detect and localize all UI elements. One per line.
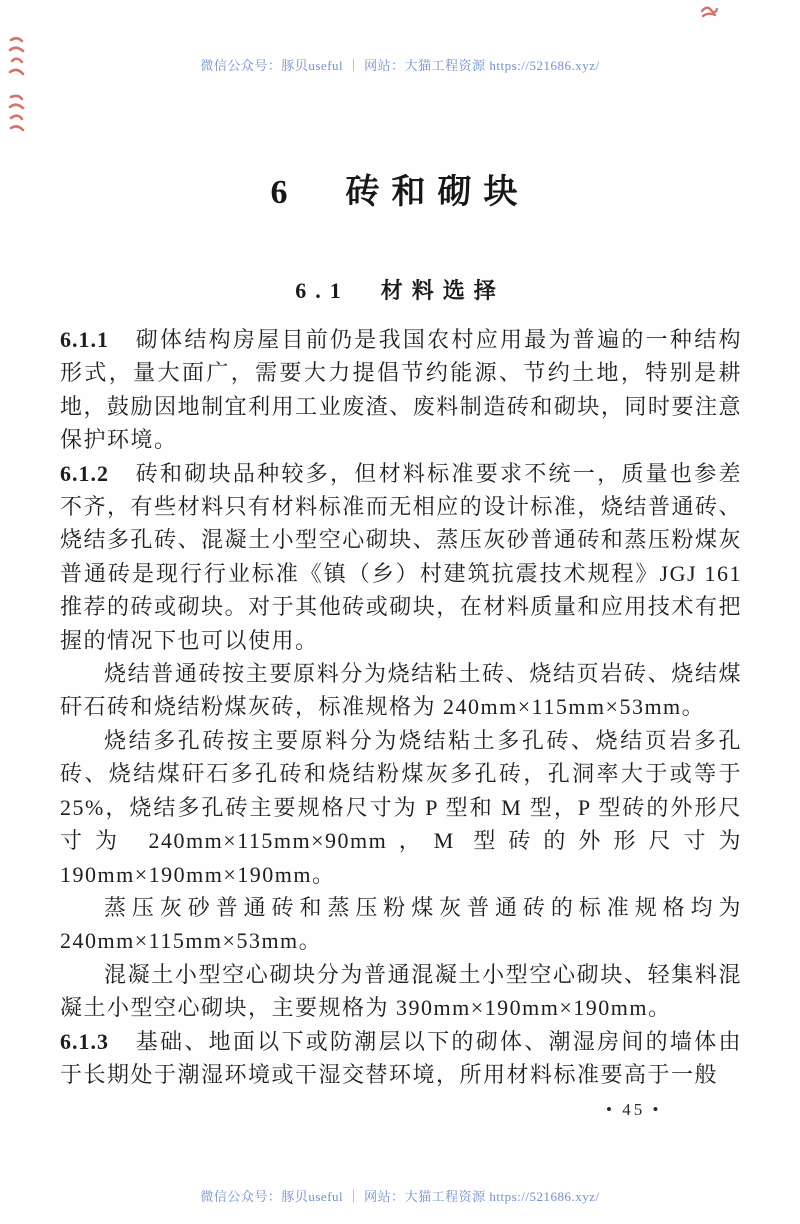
clause-number: 6.1.3 [60, 1028, 109, 1054]
clause-text: 基础、地面以下或防潮层以下的砌体、潮湿房间的墙体由于长期处于潮湿环境或干湿交替环境，所用材料标准要高于一般 [60, 1028, 742, 1087]
chapter-title: 6 砖和砌块 [270, 174, 530, 211]
paragraph-6-1-2 [60, 457, 742, 657]
clause-number: 6.1.2 [60, 460, 109, 486]
watermark-header: 微信公众号：豚贝useful ｜ 网站：大猫工程资源 https://521686.xyz/ [200, 58, 600, 73]
paragraph-concrete-hollow-block [60, 958, 742, 1025]
red-ink-mark [7, 92, 25, 134]
paragraph-fired-common-brick [60, 657, 742, 724]
clause-text: 混凝土小型空心砌块分为普通混凝土小型空心砌块、轻集料混凝土小型空心砌块，主要规格为 390mm×190mm×190mm。 [60, 961, 742, 1021]
paragraph-autoclaved-brick [60, 891, 742, 958]
page-number: • 45 • [606, 1100, 662, 1119]
paragraph-6-1-3 [60, 1025, 742, 1092]
document-body [60, 323, 742, 1091]
watermark-footer: 微信公众号：豚贝useful ｜ 网站：大猫工程资源 https://521686.xyz/ [200, 1189, 600, 1204]
clause-text: 烧结普通砖按主要原料分为烧结粘土砖、烧结页岩砖、烧结煤矸石砖和烧结粉煤灰砖，标准规格为 240mm×115mm×53mm。 [60, 661, 742, 720]
clause-text: 蒸压灰砂普通砖和蒸压粉煤灰普通砖的标准规格均为 240mm×115mm×53mm。 [60, 894, 742, 954]
section-title: 6.1 材料选择 [295, 278, 505, 303]
paragraph-fired-perforated-brick [60, 724, 742, 891]
clause-text: 砌体结构房屋目前仍是我国农村应用最为普遍的一种结构形式，量大面广，需要大力提倡节约能源、节约土地，特别是耕地，鼓励因地制宜利用工业废渣、废料制造砖和砌块，同时要注意保护环境。 [60, 327, 742, 453]
clause-text: 烧结多孔砖按主要原料分为烧结粘土多孔砖、烧结页岩多孔砖、烧结煤矸石多孔砖和烧结粉煤灰多孔砖，孔洞率大于或等于 25%，烧结多孔砖主要规格尺寸为 P 型和 M 型，P 型砖的外形尺寸为 240mm×115mm×90mm，M 型砖的外形尺寸为 190mm×190mm×190mm。 [60, 727, 742, 887]
paragraph-6-1-1 [60, 323, 742, 457]
red-ink-mark [699, 3, 719, 19]
red-ink-mark [7, 34, 25, 80]
clause-number: 6.1.1 [60, 327, 109, 352]
clause-text: 砖和砌块品种较多，但材料标准要求不统一，质量也参差不齐，有些材料只有材料标准而无相应的设计标准，烧结普通砖、烧结多孔砖、混凝土小型空心砌块、蒸压灰砂普通砖和蒸压粉煤灰普通砖是现行行业标准《镇（乡）村建筑抗震技术规程》JGJ 161 推荐的砖或砌块。对于其他砖或砌块，在材料质量和应用技术有把握的情况下也可以使用。 [60, 460, 742, 653]
